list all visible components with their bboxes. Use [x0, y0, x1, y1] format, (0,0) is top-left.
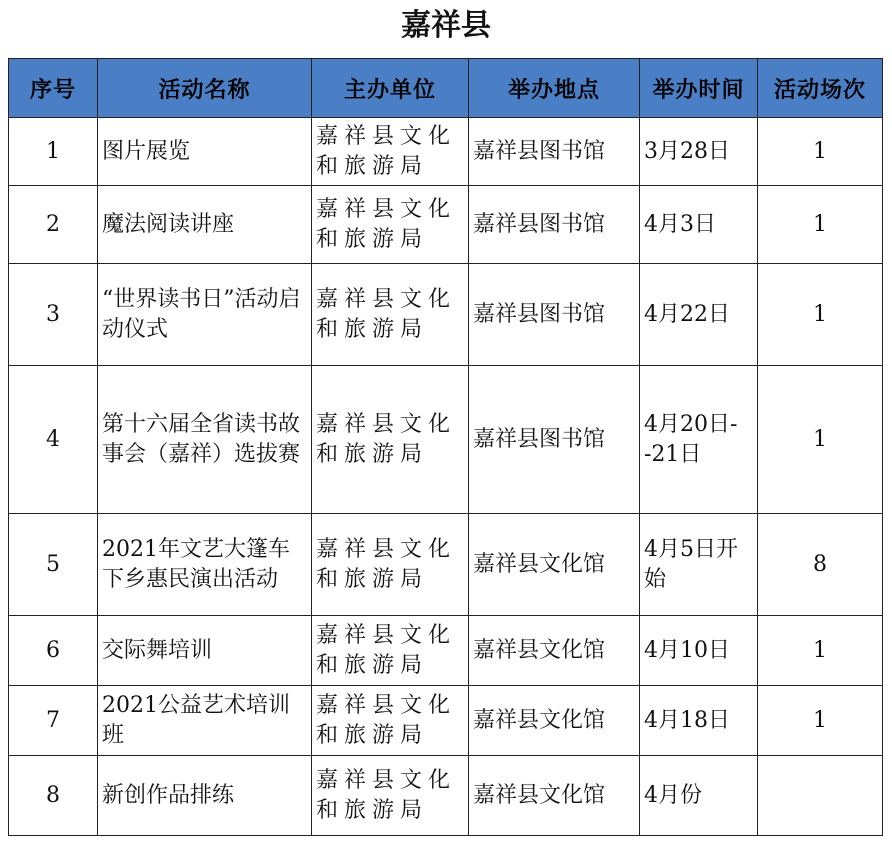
cell-name: 新创作品排练 — [98, 756, 312, 836]
cell-count — [758, 756, 883, 836]
table-row — [9, 686, 883, 756]
header-no: 序号 — [9, 59, 98, 118]
cell-place: 嘉祥县图书馆 — [469, 264, 640, 366]
cell-no: 8 — [9, 756, 98, 836]
cell-name: 交际舞培训 — [98, 616, 312, 686]
header-org: 主办单位 — [312, 59, 469, 118]
header-count: 活动场次 — [758, 59, 883, 118]
activity-table — [8, 58, 883, 836]
cell-count: 1 — [758, 686, 883, 756]
header-row — [9, 59, 883, 118]
cell-place: 嘉祥县文化馆 — [469, 686, 640, 756]
cell-count: 1 — [758, 186, 883, 264]
page-title: 嘉祥县 — [401, 8, 491, 43]
table-row — [9, 186, 883, 264]
cell-no: 2 — [9, 186, 98, 264]
cell-time: 4月22日 — [640, 264, 758, 366]
header-place: 举办地点 — [469, 59, 640, 118]
cell-name: 第十六届全省读书故事会（嘉祥）选拔赛 — [98, 366, 312, 514]
cell-count: 1 — [758, 118, 883, 186]
table-row — [9, 616, 883, 686]
cell-name: 2021公益艺术培训班 — [98, 686, 312, 756]
cell-org: 嘉祥县文化和旅游局 — [312, 616, 469, 686]
cell-time: 4月5日开始 — [640, 514, 758, 616]
table-row — [9, 756, 883, 836]
cell-place: 嘉祥县文化馆 — [469, 756, 640, 836]
cell-place: 嘉祥县图书馆 — [469, 118, 640, 186]
cell-time: 4月18日 — [640, 686, 758, 756]
cell-name: 图片展览 — [98, 118, 312, 186]
cell-place: 嘉祥县图书馆 — [469, 186, 640, 264]
cell-org: 嘉祥县文化和旅游局 — [312, 686, 469, 756]
cell-time: 4月3日 — [640, 186, 758, 264]
cell-place: 嘉祥县图书馆 — [469, 366, 640, 514]
cell-place: 嘉祥县文化馆 — [469, 616, 640, 686]
table-row — [9, 264, 883, 366]
cell-no: 3 — [9, 264, 98, 366]
cell-no: 5 — [9, 514, 98, 616]
header-name: 活动名称 — [98, 59, 312, 118]
cell-org: 嘉祥县文化和旅游局 — [312, 118, 469, 186]
cell-no: 7 — [9, 686, 98, 756]
cell-no: 1 — [9, 118, 98, 186]
cell-count: 8 — [758, 514, 883, 616]
cell-name: 魔法阅读讲座 — [98, 186, 312, 264]
cell-org: 嘉祥县文化和旅游局 — [312, 756, 469, 836]
cell-name: 2021年文艺大篷车下乡惠民演出活动 — [98, 514, 312, 616]
table-row — [9, 118, 883, 186]
cell-no: 4 — [9, 366, 98, 514]
cell-org: 嘉祥县文化和旅游局 — [312, 366, 469, 514]
cell-time: 4月份 — [640, 756, 758, 836]
table-row — [9, 514, 883, 616]
cell-org: 嘉祥县文化和旅游局 — [312, 264, 469, 366]
cell-time: 4月20日--21日 — [640, 366, 758, 514]
cell-count: 1 — [758, 366, 883, 514]
cell-org: 嘉祥县文化和旅游局 — [312, 514, 469, 616]
cell-time: 3月28日 — [640, 118, 758, 186]
cell-org: 嘉祥县文化和旅游局 — [312, 186, 469, 264]
cell-name: “世界读书日”活动启动仪式 — [98, 264, 312, 366]
header-time: 举办时间 — [640, 59, 758, 118]
cell-no: 6 — [9, 616, 98, 686]
table-row — [9, 366, 883, 514]
cell-time: 4月10日 — [640, 616, 758, 686]
cell-count: 1 — [758, 616, 883, 686]
cell-place: 嘉祥县文化馆 — [469, 514, 640, 616]
cell-count: 1 — [758, 264, 883, 366]
